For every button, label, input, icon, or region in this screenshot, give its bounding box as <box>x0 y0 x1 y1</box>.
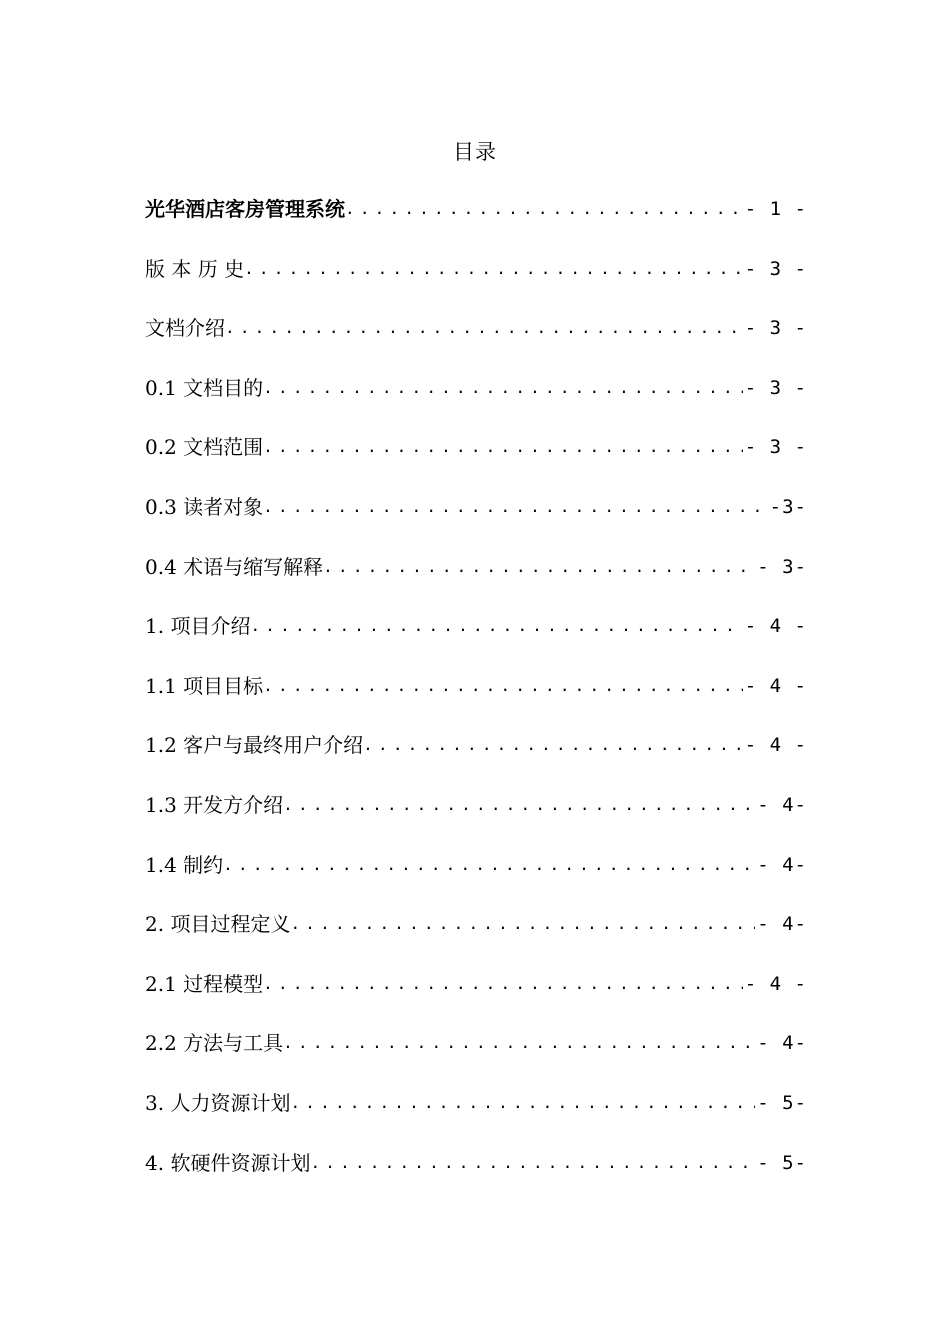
toc-entry[interactable] <box>145 964 807 1024</box>
dot-leader <box>250 606 742 646</box>
toc-entry-label: 2.1 过程模型 <box>145 971 264 996</box>
toc-entry[interactable] <box>145 427 807 487</box>
toc-entry-page: - 4- <box>757 793 807 816</box>
toc-entry[interactable] <box>145 547 807 607</box>
dot-leader <box>283 1023 755 1063</box>
toc-entry-page: - 3 - <box>744 317 807 340</box>
table-of-contents <box>145 189 807 1202</box>
dot-leader <box>290 904 755 944</box>
toc-entry-label: 0.2 文档范围 <box>145 435 264 460</box>
toc-entry-label: 版 本 历 史 <box>145 256 245 281</box>
toc-entry[interactable] <box>145 249 807 309</box>
toc-entry-label: 0.3 读者对象 <box>145 494 264 519</box>
dot-leader <box>310 1143 755 1183</box>
toc-entry-label: 0.4 术语与缩写解释 <box>145 554 324 579</box>
dot-leader <box>244 249 743 289</box>
toc-entry[interactable] <box>145 845 807 905</box>
toc-entry-page: - 3 - <box>744 436 807 459</box>
toc-entry[interactable] <box>145 725 807 785</box>
toc-entry[interactable] <box>145 1023 807 1083</box>
toc-entry-page: -3- <box>769 495 807 518</box>
toc-entry[interactable] <box>145 487 807 547</box>
dot-leader <box>345 189 743 229</box>
dot-leader <box>263 487 768 527</box>
toc-entry-label: 3. 人力资源计划 <box>145 1090 291 1115</box>
toc-entry-label: 2. 项目过程定义 <box>145 912 291 937</box>
dot-leader <box>323 547 755 587</box>
toc-entry[interactable] <box>145 606 807 666</box>
toc-entry-label: 0.1 文档目的 <box>145 375 264 400</box>
dot-leader <box>223 845 755 885</box>
toc-entry[interactable] <box>145 666 807 726</box>
toc-entry-page: - 3 - <box>744 376 807 399</box>
toc-entry[interactable] <box>145 308 807 368</box>
dot-leader <box>283 785 755 825</box>
dot-leader <box>263 368 743 408</box>
toc-entry[interactable] <box>145 368 807 428</box>
toc-entry-page: - 4 - <box>744 972 807 995</box>
toc-entry-page: - 3- <box>757 555 807 578</box>
toc-entry-label: 4. 软硬件资源计划 <box>145 1150 311 1175</box>
dot-leader <box>363 725 743 765</box>
toc-entry-label: 1. 项目介绍 <box>145 614 251 639</box>
toc-entry-page: - 4- <box>757 913 807 936</box>
toc-entry[interactable] <box>145 1083 807 1143</box>
toc-entry[interactable] <box>145 904 807 964</box>
dot-leader <box>225 308 743 348</box>
dot-leader <box>263 964 743 1004</box>
toc-entry-page: - 4 - <box>744 615 807 638</box>
toc-entry-page: - 5- <box>757 1151 807 1174</box>
toc-entry-label: 1.1 项目目标 <box>145 673 264 698</box>
toc-entry-label: 1.2 客户与最终用户介绍 <box>145 733 364 758</box>
toc-entry-label: 1.4 制约 <box>145 852 224 877</box>
toc-entry[interactable] <box>145 785 807 845</box>
toc-entry-page: - 5- <box>757 1091 807 1114</box>
toc-entry-label: 2.2 方法与工具 <box>145 1031 284 1056</box>
toc-entry-label: 光华酒店客房管理系统 <box>145 197 345 221</box>
toc-entry[interactable] <box>145 1143 807 1203</box>
toc-entry-page: - 4- <box>757 1032 807 1055</box>
toc-entry[interactable] <box>145 189 807 249</box>
dot-leader <box>263 666 743 706</box>
toc-entry-page: - 3 - <box>744 257 807 280</box>
toc-entry-label: 1.3 开发方介绍 <box>145 792 284 817</box>
dot-leader <box>263 427 743 467</box>
toc-entry-label: 文档介绍 <box>145 316 225 341</box>
toc-entry-page: - 1 - <box>744 198 807 220</box>
toc-entry-page: - 4 - <box>744 734 807 757</box>
dot-leader <box>290 1083 755 1123</box>
toc-entry-page: - 4 - <box>744 674 807 697</box>
toc-title: 目录 <box>453 140 497 164</box>
toc-entry-page: - 4- <box>757 853 807 876</box>
